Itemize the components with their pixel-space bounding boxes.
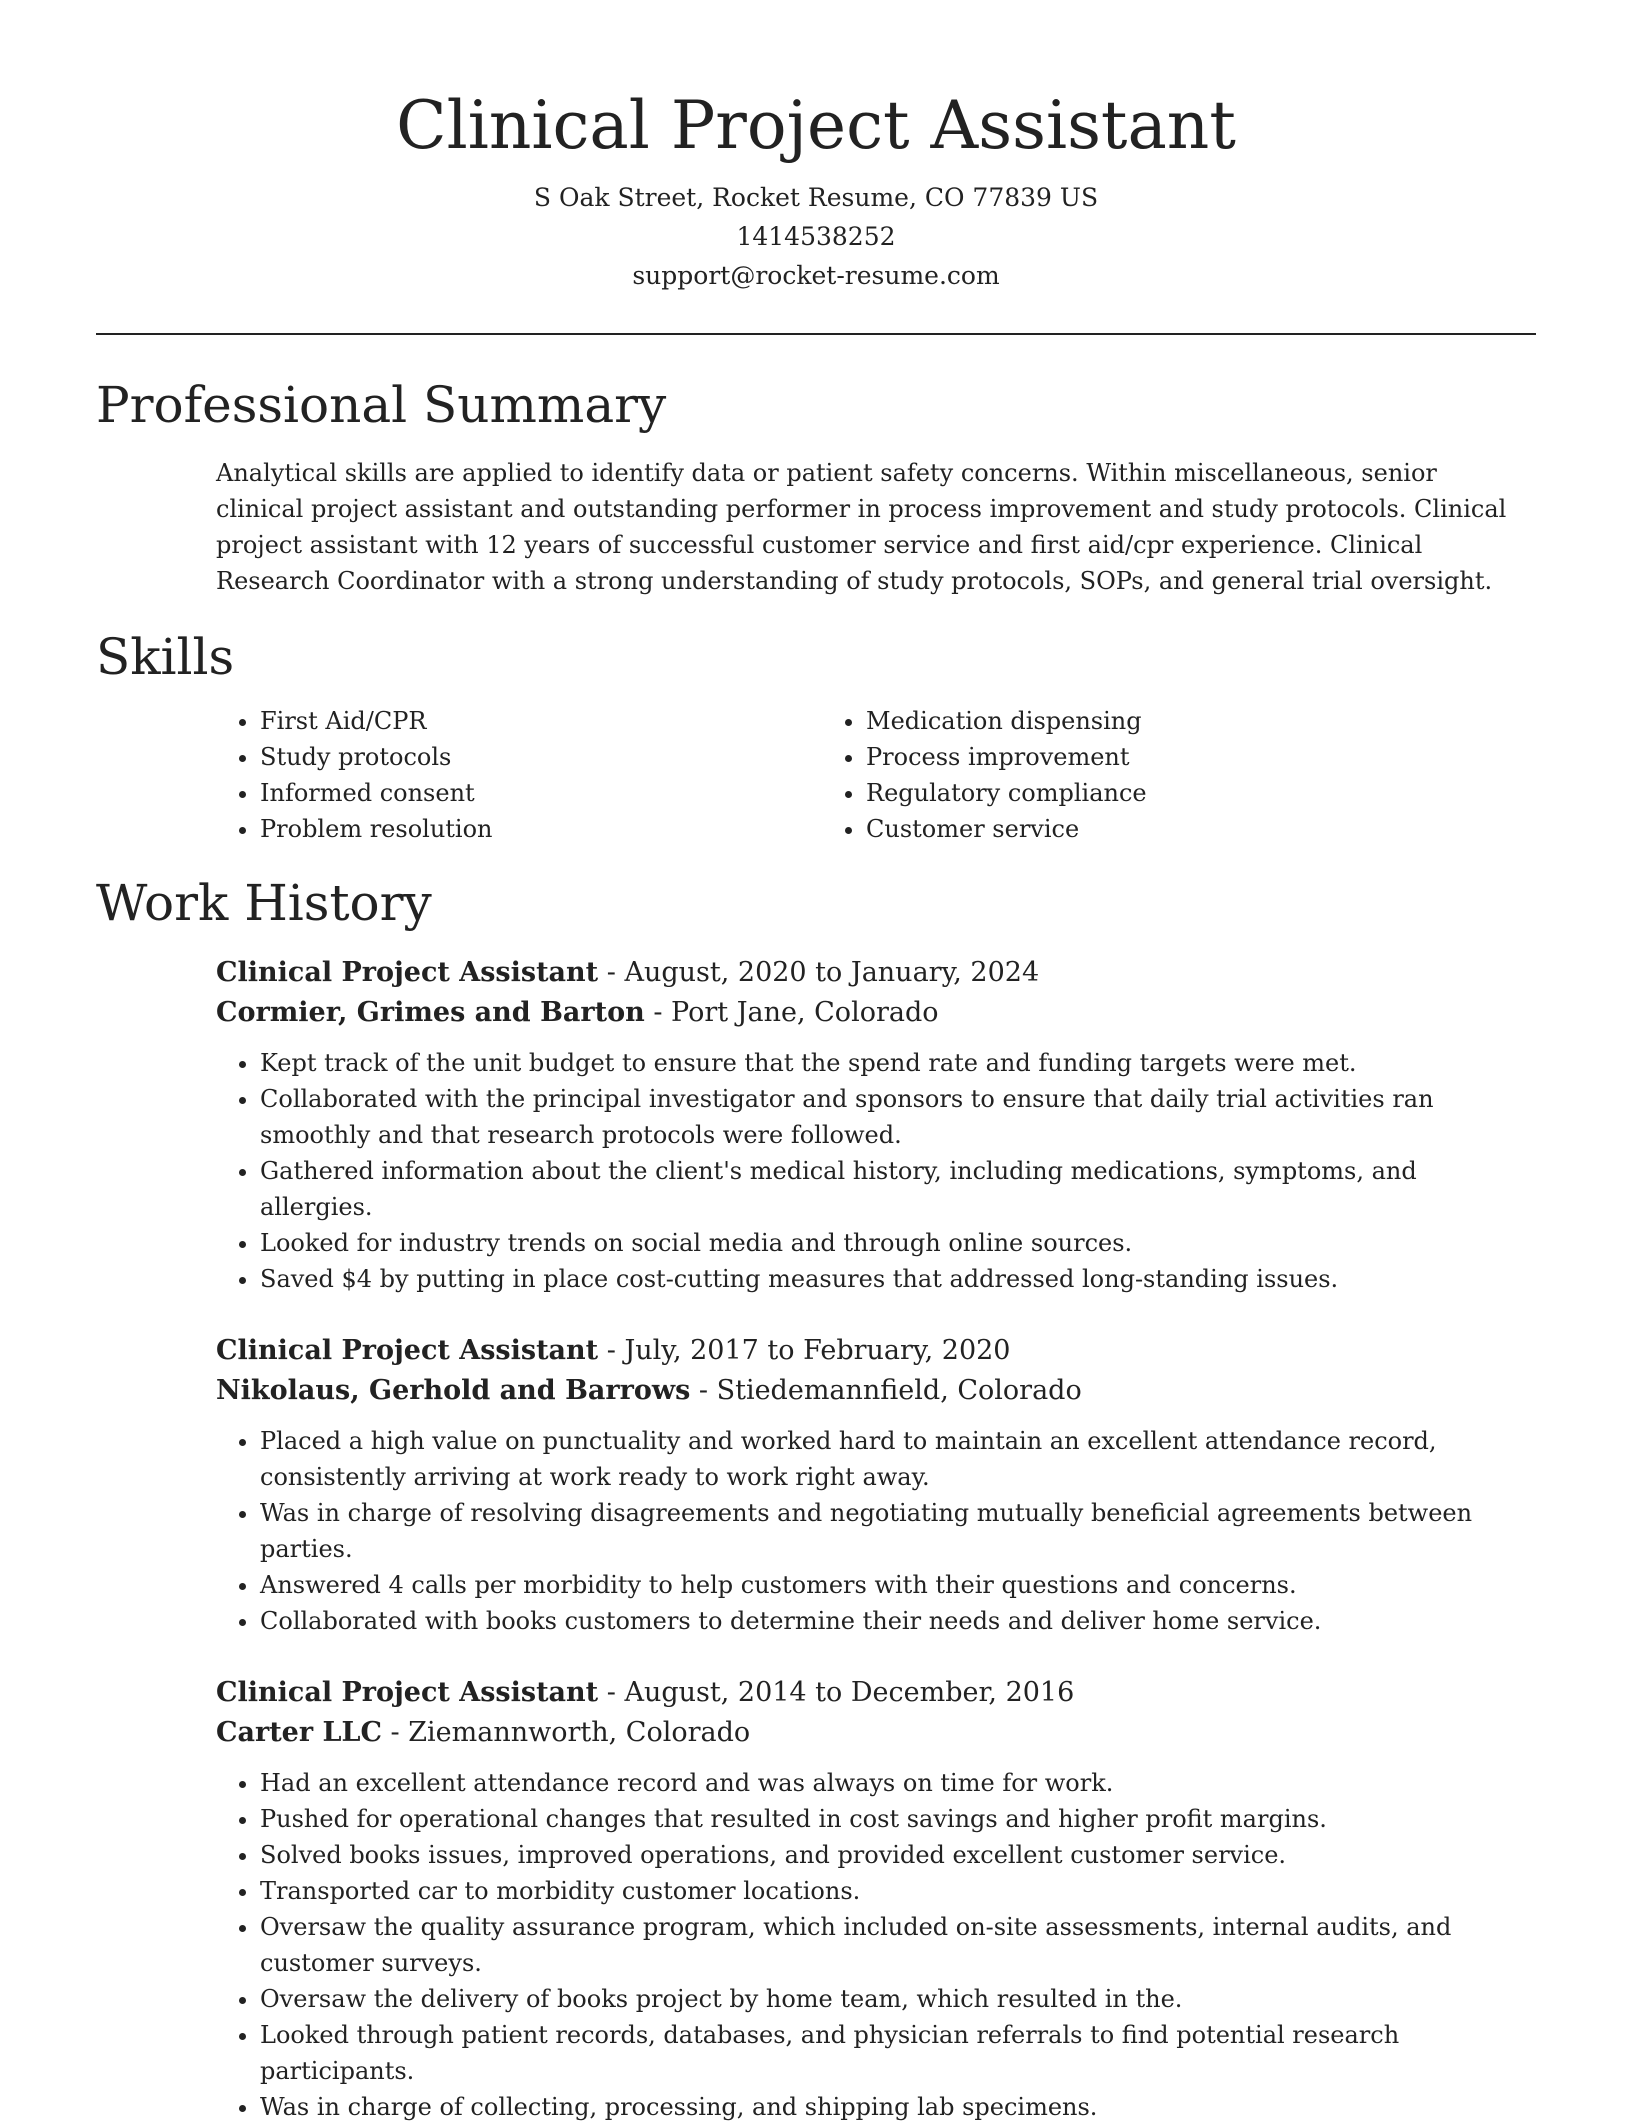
resume-header bbox=[96, 0, 1536, 295]
job-entry bbox=[216, 1673, 1536, 2125]
job-bullet: • Oversaw the delivery of books project by home team, which resulted in the. bbox=[260, 1981, 1492, 2017]
job-location: Ziemannworth, Colorado bbox=[408, 1717, 751, 1748]
job-dates: August, 2020 to January, 2024 bbox=[624, 957, 1040, 988]
job-bullets bbox=[216, 1045, 1492, 1297]
header-divider bbox=[96, 333, 1536, 335]
contact-address: S Oak Street, Rocket Resume, CO 77839 US bbox=[533, 183, 1099, 212]
job-entry bbox=[216, 1331, 1536, 1639]
job-bullet: • Kept track of the unit budget to ensure that the spend rate and funding targets were met. bbox=[260, 1045, 1492, 1081]
skill-item: • Medication dispensing bbox=[866, 703, 1428, 739]
job-company-line bbox=[216, 1713, 1536, 1753]
job-bullet: • Had an excellent attendance record and was always on time for work. bbox=[260, 1765, 1492, 1801]
job-bullet: • Oversaw the quality assurance program, which included on-site assessments, internal audits, and customer surveys. bbox=[260, 1909, 1492, 1981]
skills-list bbox=[216, 703, 1536, 847]
resume-name: Clinical Project Assistant bbox=[396, 87, 1236, 164]
skill-item: • Study protocols bbox=[260, 739, 822, 775]
job-bullet: • Solved books issues, improved operations, and provided excellent customer service. bbox=[260, 1837, 1492, 1873]
job-bullet: • Answered 4 calls per morbidity to help customers with their questions and concerns. bbox=[260, 1567, 1492, 1603]
job-location: Port Jane, Colorado bbox=[671, 997, 939, 1028]
job-company: Cormier, Grimes and Barton bbox=[216, 997, 645, 1028]
job-bullet: • Collaborated with books customers to determine their needs and deliver home service. bbox=[260, 1603, 1492, 1639]
job-bullet: • Saved $4 by putting in place cost-cutting measures that addressed long-standing issues. bbox=[260, 1261, 1492, 1297]
job-separator: - bbox=[598, 1335, 625, 1366]
job-role: Clinical Project Assistant bbox=[216, 957, 599, 988]
job-entry bbox=[216, 953, 1536, 1297]
job-location: Stiedemannfield, Colorado bbox=[716, 1375, 1082, 1406]
contact-phone: 1414538252 bbox=[736, 222, 896, 251]
job-bullet: • Transported car to morbidity customer locations. bbox=[260, 1873, 1492, 1909]
job-separator: - bbox=[381, 1717, 409, 1748]
skill-item: • Process improvement bbox=[866, 739, 1428, 775]
job-company: Carter LLC bbox=[216, 1717, 382, 1748]
job-role: Clinical Project Assistant bbox=[216, 1677, 599, 1708]
job-role: Clinical Project Assistant bbox=[216, 1335, 599, 1366]
skill-item: • Informed consent bbox=[260, 775, 822, 811]
contact-email: support@rocket-resume.com bbox=[632, 261, 1000, 290]
job-bullets bbox=[216, 1423, 1492, 1639]
job-bullet: • Gathered information about the client's medical history, including medications, symptoms, and allergies. bbox=[260, 1153, 1492, 1225]
job-company-line bbox=[216, 1371, 1536, 1411]
skill-item: • First Aid/CPR bbox=[260, 703, 822, 739]
skill-item: • Regulatory compliance bbox=[866, 775, 1428, 811]
skill-item: • Problem resolution bbox=[260, 811, 822, 847]
resume-page bbox=[96, 0, 1536, 2125]
job-title-line bbox=[216, 1331, 1536, 1371]
job-separator: - bbox=[690, 1375, 717, 1406]
job-bullet: • Placed a high value on punctuality and worked hard to maintain an excellent attendance record, consistently arriving at work ready to work right away. bbox=[260, 1423, 1492, 1495]
job-bullet: • Was in charge of resolving disagreements and negotiating mutually beneficial agreements between parties. bbox=[260, 1495, 1492, 1567]
job-company: Nikolaus, Gerhold and Barrows bbox=[216, 1375, 691, 1406]
job-dates: July, 2017 to February, 2020 bbox=[624, 1335, 1011, 1366]
job-dates: August, 2014 to December, 2016 bbox=[624, 1677, 1075, 1708]
job-bullet: • Looked through patient records, databases, and physician referrals to find potential research participants. bbox=[260, 2017, 1492, 2089]
job-title-line bbox=[216, 1673, 1536, 1713]
job-bullet: • Was in charge of collecting, processing, and shipping lab specimens. bbox=[260, 2089, 1492, 2125]
job-separator: - bbox=[598, 1677, 625, 1708]
skills-column-right bbox=[822, 703, 1428, 847]
skills-column-left bbox=[216, 703, 822, 847]
job-bullets bbox=[216, 1765, 1492, 2125]
job-bullet: • Looked for industry trends on social media and through online sources. bbox=[260, 1225, 1492, 1261]
job-title-line bbox=[216, 953, 1536, 993]
summary-text: Analytical skills are applied to identify data or patient safety concerns. Within miscellaneous, senior clinical project assistant and outstanding performer in process improvement and study protocols. Clinical project assistant with 12 years of successful customer service and first aid/cpr experience. Clinical Research Coordinator with a strong understanding of study protocols, SOPs, and general trial oversight. bbox=[216, 459, 1507, 595]
section-title-skills: Skills bbox=[96, 628, 235, 686]
job-separator: - bbox=[598, 957, 625, 988]
job-bullet: • Collaborated with the principal investigator and sponsors to ensure that daily trial activities ran smoothly and that research protocols were followed. bbox=[260, 1081, 1492, 1153]
section-title-summary: Professional Summary bbox=[96, 376, 667, 434]
job-separator: - bbox=[644, 997, 672, 1028]
section-title-work-history: Work History bbox=[96, 874, 432, 932]
skill-item: • Customer service bbox=[866, 811, 1428, 847]
job-company-line bbox=[216, 993, 1536, 1033]
job-bullet: • Pushed for operational changes that resulted in cost savings and higher profit margins. bbox=[260, 1801, 1492, 1837]
